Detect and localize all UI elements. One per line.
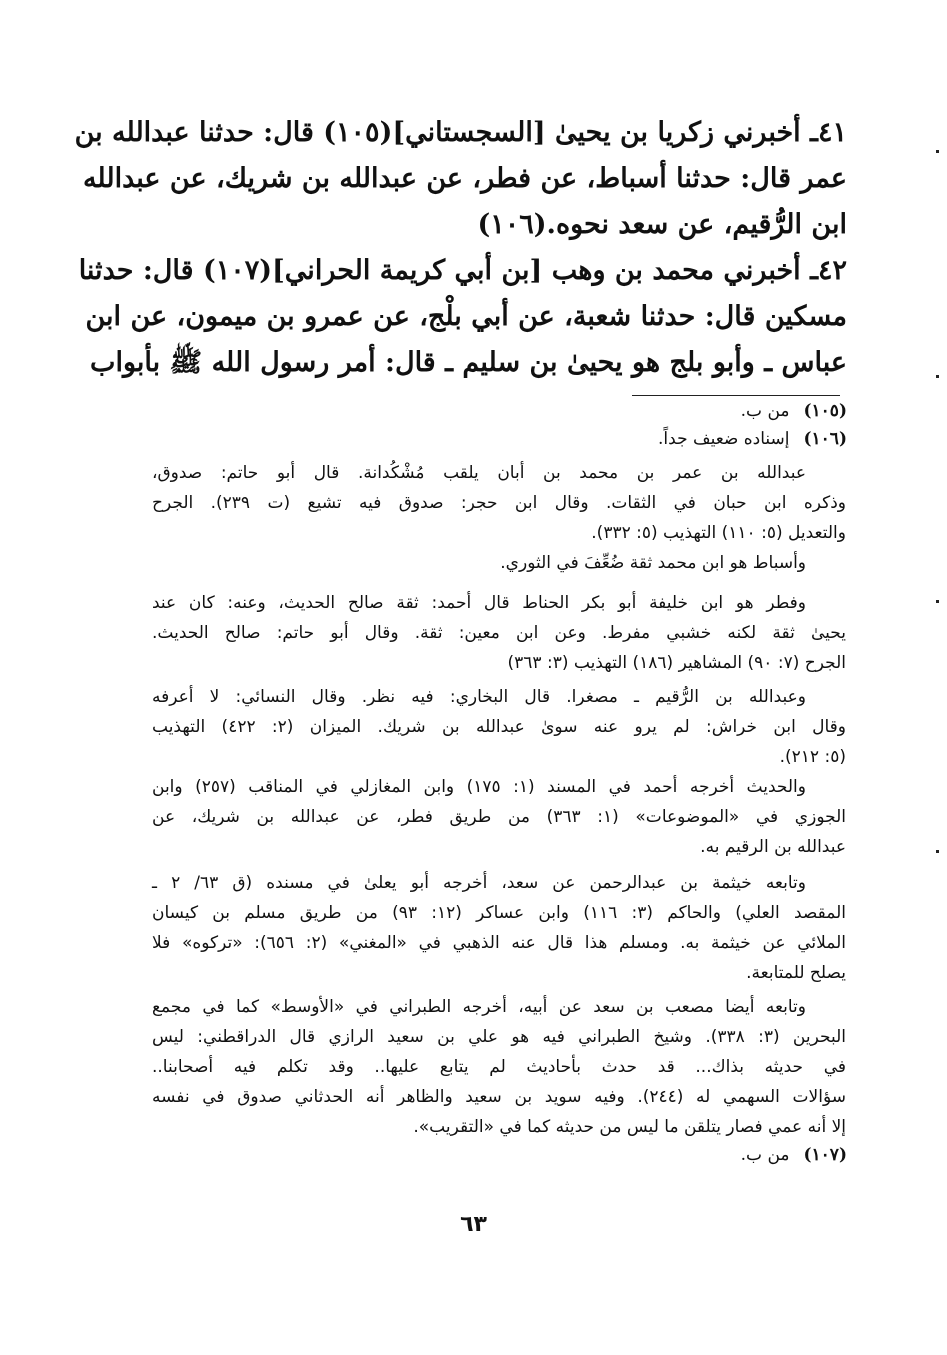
scan-speck [936, 150, 939, 153]
note-line: وقال ابن خراش: لم يرو عنه سوىٰ عبدالله بن شريك. الميزان (٢: ٤٢٢) التهذيب [152, 717, 846, 737]
note-line: يصلح للمتابعة. [746, 963, 846, 983]
footnote-text: من ب. [740, 401, 790, 421]
note-line: البحرين (٣: ٣٣٨). وشيخ الطبراني فيه هو علي بن سعيد الرازي قال الدراقطني: ليس [152, 1027, 846, 1047]
note-line: في حديثه بذاك... قد حدث بأحاديث لم يتابع عليها.. وقد تكلم فيه أصحابنا.. [152, 1057, 846, 1077]
note-paragraph [152, 458, 846, 578]
note-paragraph [152, 992, 846, 1142]
note-line: والحديث أخرجه أحمد في المسند (١: ١٧٥) وابن المغازلي في المناقب (٢٥٧) وابن [152, 777, 806, 797]
note-line: سؤالات السهمي له (٢٤٤). وفيه سويد بن سعيد والظاهر أنه الحدثاني صدوق في نفسه [152, 1087, 846, 1107]
note-line: إلا أنه عمي فصار يتلقن ما ليس من حديثه كما في «التقريب». [413, 1117, 846, 1137]
page-number: ٦٣ [460, 1212, 487, 1237]
note-paragraph [152, 772, 846, 862]
footnote-106 [107, 424, 847, 454]
main-line: عباس ـ وأبو بلج هو يحيىٰ بن سليم ـ قال: أمر رسول الله ﷺ بأبواب [90, 347, 847, 378]
note-line: يحيىٰ ثقة لكنه خشبي مفرط. وعن ابن معين: ثقة. وقال أبو حاتم: صالح الحديث. [152, 623, 846, 643]
main-line: ٤١ـ أخبرني زكريا بن يحيىٰ [السجستاني](١٠٥) قال: حدثنا عبدالله بن [74, 117, 847, 148]
note-line: وأسباط هو ابن محمد ثقة ضُعِّفَ في الثوري. [500, 553, 806, 573]
note-line: الملائي عن خيثمة به. ومسلم هذا قال عنه الذهبي في «المغني» (٢: ٦٥٦): «تركوه» فلا [152, 933, 846, 953]
note-paragraph [152, 588, 846, 678]
note-line: عبدالله بن عمر بن محمد بن أبان يلقب مُشْكُدانة. قال أبو حاتم: صدوق، [152, 463, 806, 483]
note-line: والتعديل (٥: ١١٠) التهذيب (٥: ٣٣٢). [591, 523, 846, 543]
footnote-number: (١٠٥) [803, 401, 847, 421]
note-line: وفطر هو ابن خليفة أبو بكر الحناط قال أحمد: ثقة صالح الحديث، وعنه: كان عند [152, 593, 806, 613]
note-line: وعبدالله بن الرُّقيم ـ مصغرا. قال البخاري: فيه نظر. وقال النسائي: لا أعرفه [152, 687, 806, 707]
note-line: الجوزي في «الموضوعات» (١: ٣٦٣) من طريق فطر، عن عبدالله بن شريك، عن [152, 807, 846, 827]
footnote-number: (١٠٧) [803, 1145, 847, 1165]
scan-speck [936, 850, 939, 853]
note-line: الجرح (٧: ٩٠) المشاهير (١٨٦) التهذيب (٣: ٣٦٣) [507, 653, 846, 673]
main-text [74, 110, 847, 386]
note-line: (٥: ٢١٢). [779, 747, 846, 767]
footnote-105 [107, 396, 847, 426]
note-line: وذكره ابن حبان في الثقات. وقال ابن حجر: صدوق فيه تشيع (ت ٢٣٩). الجرح [152, 493, 846, 513]
note-line: المقصد العلي) والحاكم (٣: ١١٦) وابن عساكر (١٢: ٩٣) من طريق مسلم بن كيسان [152, 903, 846, 923]
main-line: مسكين قال: حدثنا شعبة، عن أبي بلْج، عن عمرو بن ميمون، عن ابن [85, 301, 847, 332]
note-paragraph [152, 868, 846, 988]
footnote-107 [107, 1140, 847, 1170]
scan-speck [936, 600, 939, 603]
footnote-number: (١٠٦) [803, 429, 847, 449]
main-line: ٤٢ـ أخبرني محمد بن وهب [بن أبي كريمة الحراني](١٠٧) قال: حدثنا [78, 255, 847, 286]
note-paragraph [152, 682, 846, 772]
note-line: عبدالله بن الرقيم به. [700, 837, 846, 857]
footnote-text: من ب. [740, 1145, 790, 1165]
main-line: ابن الرُّقيم، عن سعد نحوه.(١٠٦) [477, 209, 847, 240]
scan-speck [936, 375, 939, 378]
footnote-text: إسناده ضعيف جداً. [658, 429, 790, 449]
note-line: وتابعه أيضا مصعب بن سعد عن أبيه، أخرجه الطبراني في «الأوسط» كما في مجمع [152, 997, 806, 1017]
main-line: عمر قال: حدثنا أسباط، عن فطر، عن عبدالله بن شريك، عن عبدالله [82, 163, 847, 194]
note-line: وتابعه خيثمة بن عبدالرحمن عن سعد، أخرجه أبو يعلىٰ في مسنده (ق ٦٣/ ٢ ـ [152, 873, 806, 893]
